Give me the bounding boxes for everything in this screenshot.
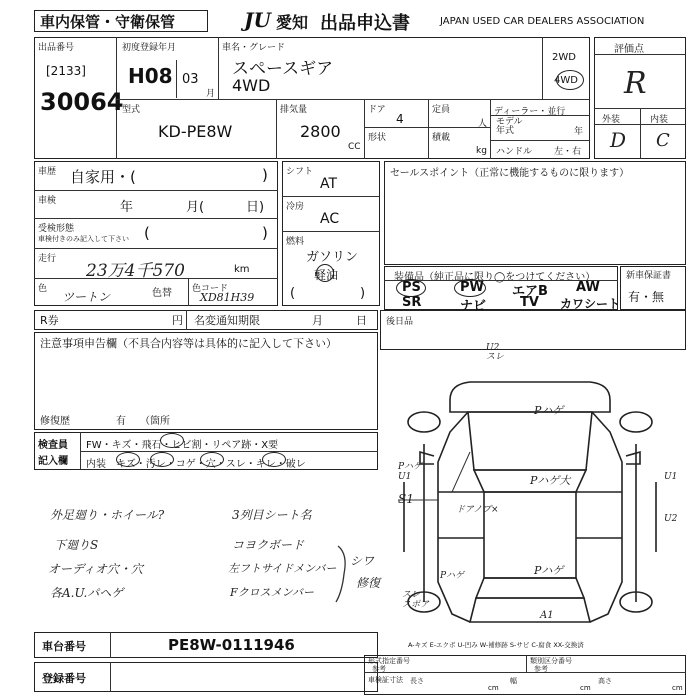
mark-rear: Pハゲ [534,564,564,577]
drive-4wd: 4WD [554,75,578,86]
recycle-label: R券 [40,314,59,327]
equipment-leather: カワシート [560,297,621,311]
org-name: 愛知 [276,13,309,32]
tax-day: 日 [356,314,367,327]
ju-logo: JU [244,8,271,32]
history-close: ) [262,166,268,184]
inspection-month: 月( [186,200,205,215]
handle-value: 左・右 [554,147,582,157]
aircon-value: AC [320,211,340,227]
mark-left: Pハゲ U1 [398,462,423,482]
mark-right2: U2 [664,514,678,524]
remark-9: シワ [350,554,375,568]
repair-label: 修復歴 [40,416,70,427]
size-length: 長さ [410,677,424,685]
mark-roof: Pハゲ大 [530,474,571,487]
chassis-value: PE8W-0111946 [168,636,295,654]
interior-grade: C [656,130,670,151]
mark-right: U1 [664,472,678,482]
tax-label: 名変通知期限 [194,314,260,327]
fuel-open: ( [290,286,296,301]
shift-label: シフト [286,167,314,177]
drive-2wd: 2WD [552,52,576,63]
model-year-unit: 年 [574,127,584,137]
model-value: KD-PE8W [158,122,233,141]
remark-1: 外足廻り・ホイール? [50,508,165,522]
equipment-airbag: エアB [512,284,548,299]
equipment-tv: TV [520,295,539,310]
drive-4wd-circle [556,70,584,90]
fuel-value: ガソリン [306,250,359,265]
inspection-day: 日) [246,200,265,215]
size-cm3: cm [672,684,683,692]
dealer-label: ディーラー・並行 [494,107,566,117]
warranty-value: 有・無 [628,290,665,304]
warranty-label: 新車保証書 [626,271,672,281]
equipment-pw: PW [460,280,484,295]
reg-number-label: 登録番号 [42,672,86,685]
inspection-year: 年 [120,200,134,215]
size-cm1: cm [488,684,499,692]
inspector-row2: キズ・汚レ・コゲ・穴・スレ・キレ・破レ [116,459,306,470]
remark-6: 左フトサイドメンバー [228,562,337,575]
displacement-label: 排気量 [280,105,308,115]
fuel-label: 燃料 [286,237,305,247]
color-tone-label: 色替 [152,288,172,299]
model-label: 型式 [122,105,141,115]
exterior-label: 外装 [602,115,621,125]
spec-frame [364,655,686,695]
chassis-label: 車台番号 [42,640,86,653]
mark-circle-5 [262,452,286,467]
doors-label: ドア [368,105,386,115]
mark-rear-left: Pハゲ [440,571,465,581]
registration-month: 03 [182,72,199,87]
mark-s1: S1 [398,492,414,506]
inspector-label2: 記入欄 [38,456,68,467]
mark-circle-2 [116,452,140,467]
inspection-label: 車検 [38,196,57,206]
rating-score: R [624,66,647,101]
fuel-circle [316,264,334,282]
receiving-label: 受検形態 [38,224,75,234]
association-name: JAPAN USED CAR DEALERS ASSOCIATION [440,16,645,27]
rear-items-frame [380,310,686,350]
lot-label: 出品番号 [38,43,75,53]
mark-hood: Pハゲ [534,404,564,417]
damage-legend: A-キズ E-エクボ U-凹み W-補修跡 S-サビ C-腐食 XX-交換済 [408,641,584,649]
category-ref: 参考 [534,665,548,673]
size-label: 車検証寸法 [368,676,403,684]
interior-label: 内装 [650,115,669,125]
remark-10: 修復 [356,576,381,590]
mileage-value: 23万4千570 [86,261,185,281]
remark-3: 下廻りS [54,538,99,552]
lot-number: 30064 [40,88,124,116]
rear-items-label: 後日品 [386,317,414,327]
mark-circle-1 [160,433,184,448]
color-code-value: XD81H39 [200,291,255,304]
load-unit: kg [476,146,487,156]
mileage-label: 走行 [38,254,57,264]
doors-value: 4 [396,112,404,126]
model-year-label: モデル 年式 [496,117,523,136]
receiving-open: ( [144,224,150,242]
history-label: 車歴 [38,167,57,177]
spec-ref: 参考 [372,665,386,673]
storage-text: 車内保管・守衛保管 [40,13,176,31]
remark-5: オーディオ穴・穴 [48,562,144,576]
size-height: 高さ [598,677,612,685]
mark-top: U2 スレ [486,343,505,362]
car-name-label: 車名・グレード [222,43,286,53]
color-code-label: 色コード [192,284,229,294]
exterior-grade: D [610,128,627,152]
notes-label: 注意事項申告欄（不具合内容等は具体的に記入して下さい） [40,337,337,350]
history-value: 自家用・( [70,168,136,186]
displacement-unit: CC [348,142,361,152]
shift-value: AT [320,176,338,192]
category-label: 類別区分番号 [530,657,572,665]
receiving-close: ) [262,224,268,242]
inspector-row2-label: 内装 [86,459,106,470]
mark-circle-4 [200,452,224,467]
equipment-sr: SR [402,295,422,310]
handle-label: ハンドル [496,147,533,157]
fuel-close: ) [360,286,366,301]
registration-label: 初度登録年月 [122,43,177,53]
equipment-label: 装備品（純正品に限り◯をつけてください） [394,272,596,283]
equipment-navi: ナビ [460,299,487,314]
lot-sub-number: [2133] [46,64,86,78]
remark-7: 各A.U.パヘゲ [50,586,124,600]
rating-label: 評価点 [614,44,644,55]
receiving-note: 車検付きのみ記入して下さい [38,235,129,243]
inspector-row1: FW・キズ・飛石・ヒビ割・リペア跡・X要 [86,440,279,451]
mileage-unit: km [234,264,250,275]
equipment-aw: AW [576,280,600,295]
registration-era-year: H08 [128,64,173,88]
capacity-unit: 人 [478,119,488,129]
inspector-label1: 検査員 [38,440,68,451]
form-title: 出品申込書 [320,13,410,34]
color-value: ツートン [62,290,111,304]
color-label: 色 [38,284,48,294]
car-name: スペースギア [232,59,334,79]
fuel-diesel: 軽油 [314,268,339,282]
shape-label: 形状 [368,133,387,143]
remarks-brace [334,544,354,604]
load-label: 積載 [432,133,451,143]
displacement-value: 2800 [300,122,341,141]
car-grade: 4WD [232,76,271,95]
repair-value: 有 [116,416,126,427]
aircon-label: 冷房 [286,202,305,212]
size-width: 幅 [510,677,517,685]
spec-label: 形式指定番号 [368,657,410,665]
mark-bottom-left: スレ スポア [402,590,430,610]
size-cm2: cm [580,684,591,692]
mark-circle-3 [150,452,174,467]
sales-point-label: セールスポイント（正常に機能するものに限ります） [390,168,630,179]
capacity-label: 定員 [432,105,451,115]
remark-8: Fクロスメンバー [230,586,314,599]
repair-place: （箇所 [140,416,170,427]
remark-2: 3列目シート名 [232,508,312,522]
mark-door: ドアノブ× [456,505,499,515]
tax-month: 月 [312,314,323,327]
mark-bottom: A1 [540,610,554,621]
recycle-unit: 円 [172,314,183,327]
equipment-ps: PS [402,280,421,295]
remark-4: コヨクボード [232,538,305,552]
registration-month-unit: 月 [206,89,216,99]
